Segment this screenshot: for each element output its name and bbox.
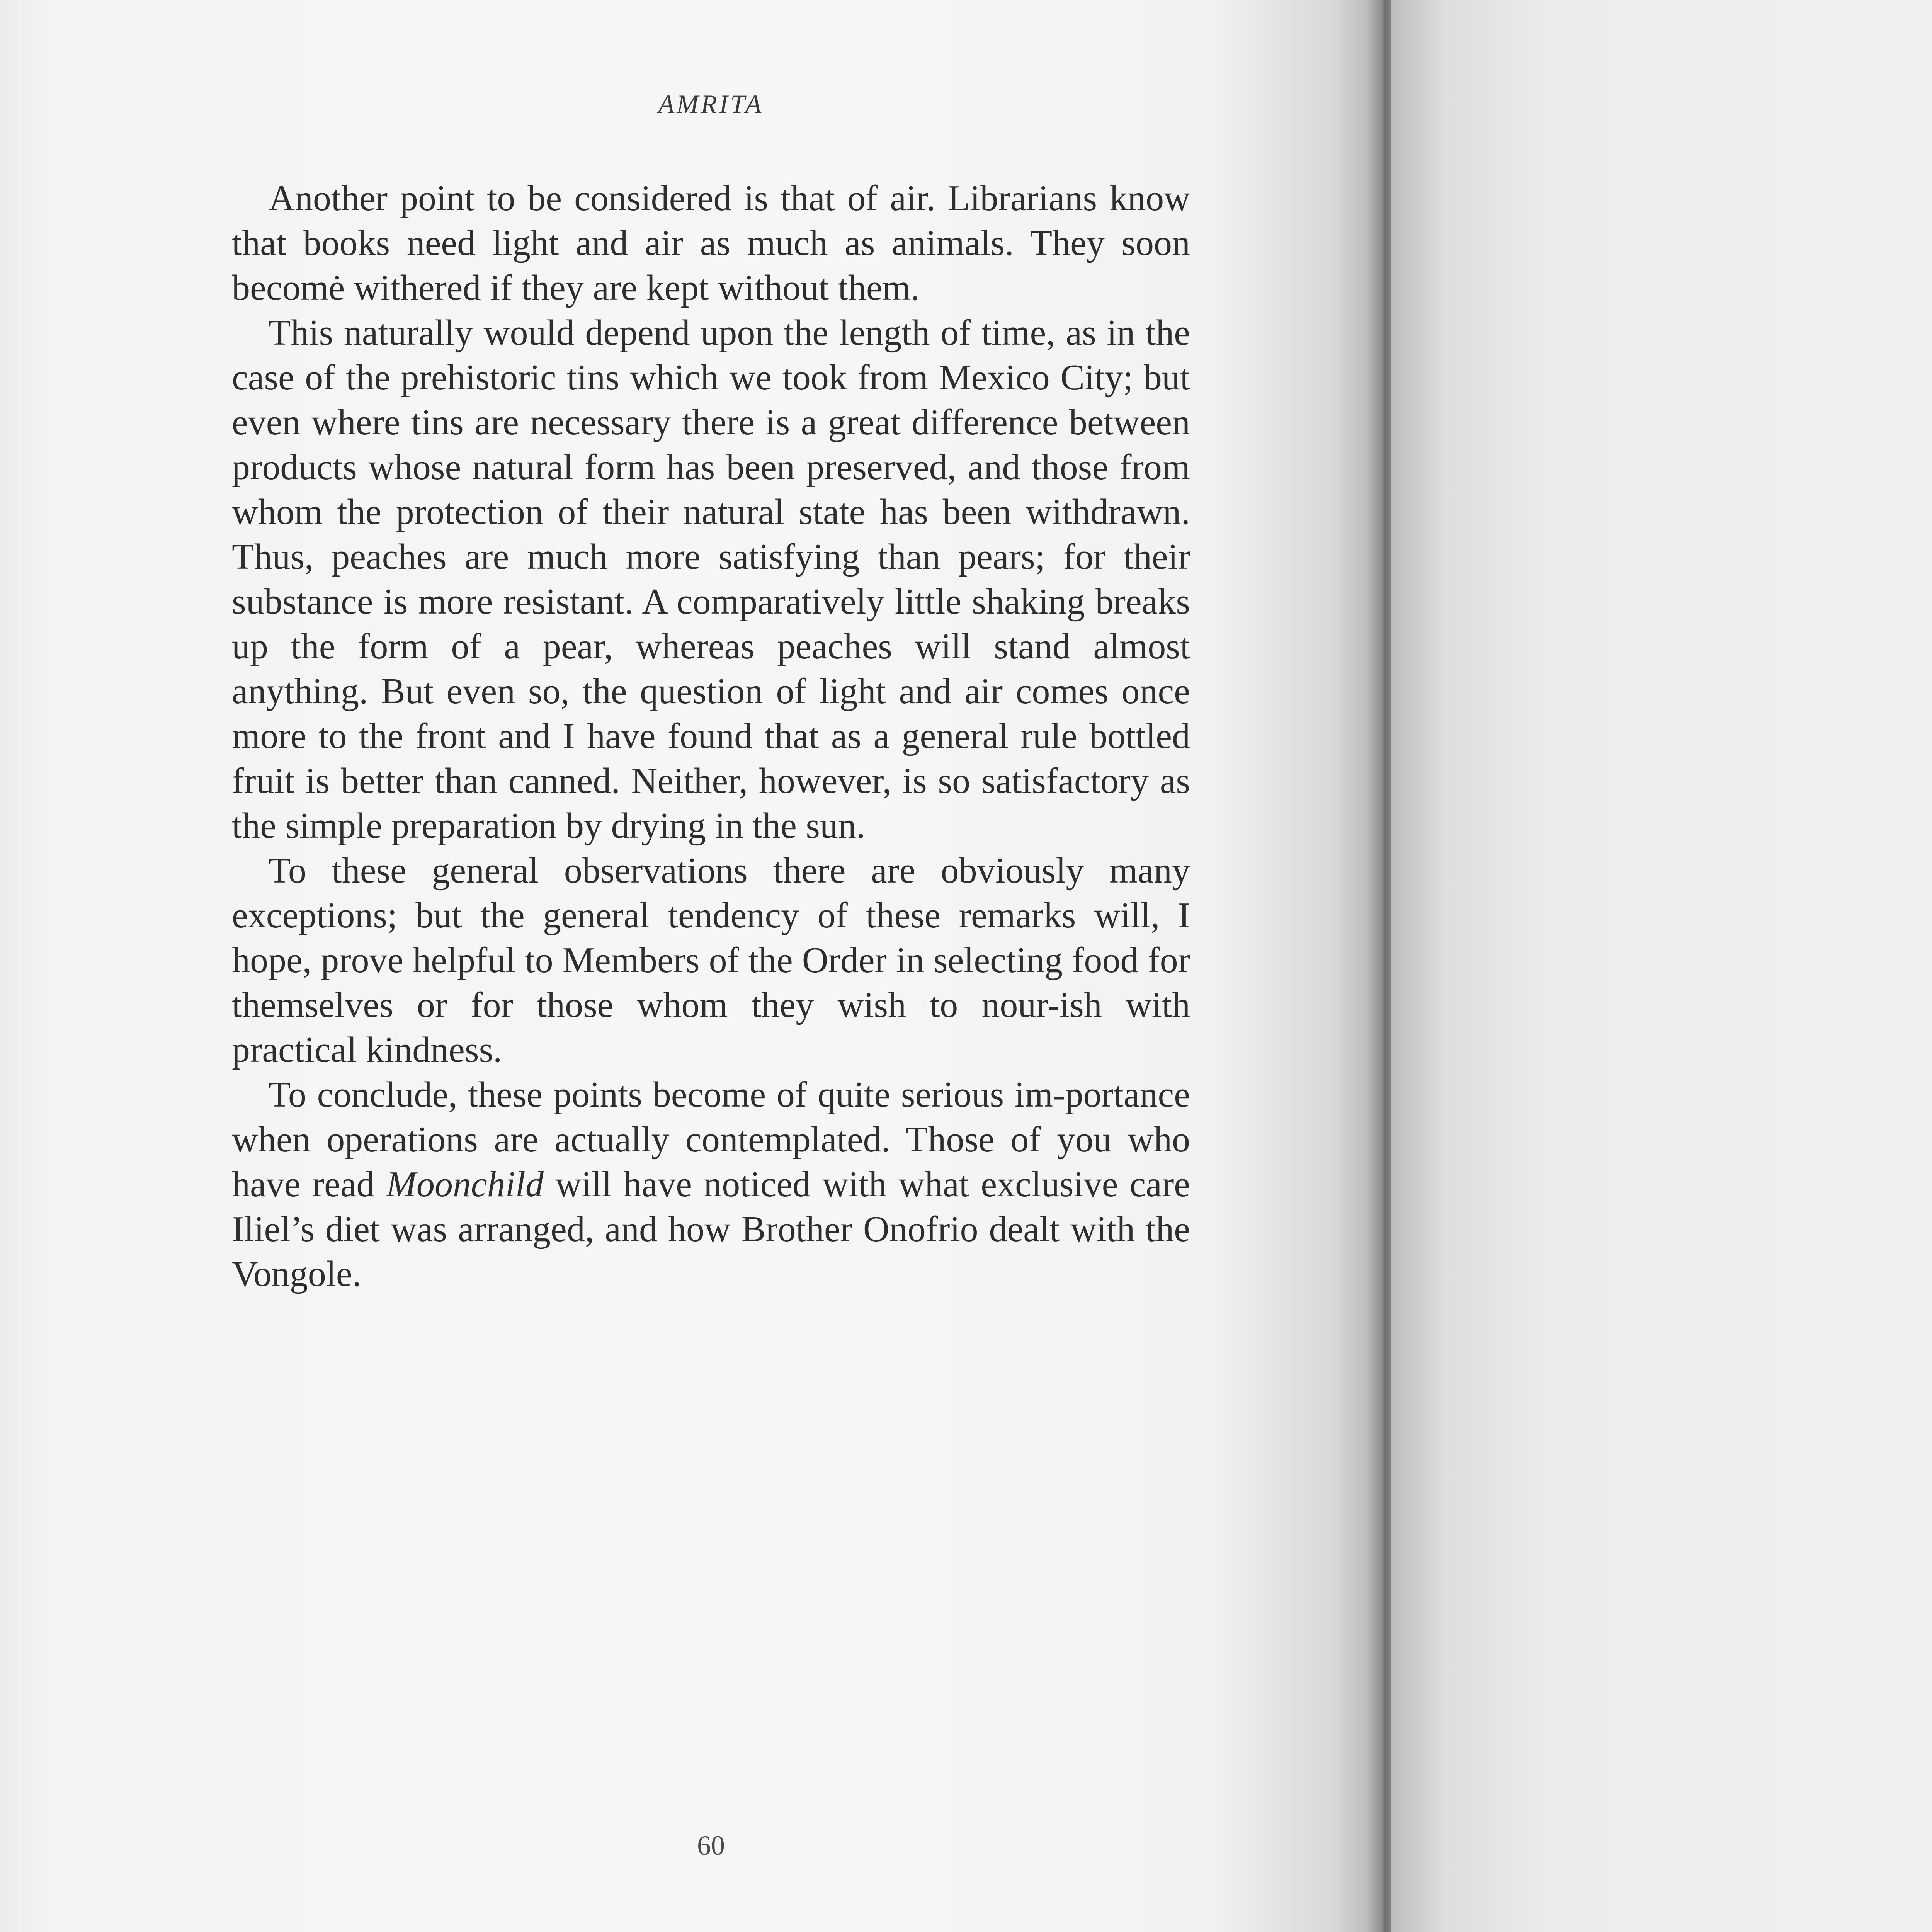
paragraph-text: will have noticed with what exclusive care Iliel’s diet was arranged, and how Brother Onofrio dealt with the Vongole. — [232, 1164, 1190, 1294]
paragraph-text: To these general observations there are obviously many exceptions; but the general tendency of these remarks will, I hope, prove helpful to Members of the Order in selecting food for themselves or for those whom they wish to nour-ish with practical kindness. — [232, 850, 1190, 1070]
paragraph — [232, 310, 1190, 848]
paragraph-text: To conclude, these points become of quite serious im-portance when operations are actually contemplated. Those of you who have read — [232, 1075, 1190, 1204]
paragraph-text: This naturally would depend upon the length of time, as in the case of the prehistoric tins which we took from Mexico City; but even where tins are necessary there is a great difference between products whose natural form has been preserved, and those from whom the protection of their natural state has been withdrawn. Thus, peaches are much more satisfying than pears; for their substance is more resistant. A comparatively little shaking breaks up the form of a pear, whereas peaches will stand almost anything. But even so, the question of light and air comes once more to the front and I have found that as a general rule bottled fruit is better than canned. Neither, however, is so satisfactory as the simple preparation by drying in the sun. — [232, 313, 1190, 846]
paragraph-text: Another point to be considered is that of air. Librarians know that books need light and air as much as animals. They soon becomė withered if they are kept without them. — [232, 178, 1190, 308]
right-page-blank — [1391, 0, 1932, 1932]
page-number: 60 — [697, 1830, 725, 1861]
paragraph — [232, 1072, 1190, 1296]
running-head: AMRITA — [658, 89, 764, 119]
paragraph — [232, 176, 1190, 310]
body-text — [232, 176, 1190, 1296]
book-title-emphasis: Moonchild — [386, 1164, 544, 1204]
paragraph — [232, 848, 1190, 1072]
